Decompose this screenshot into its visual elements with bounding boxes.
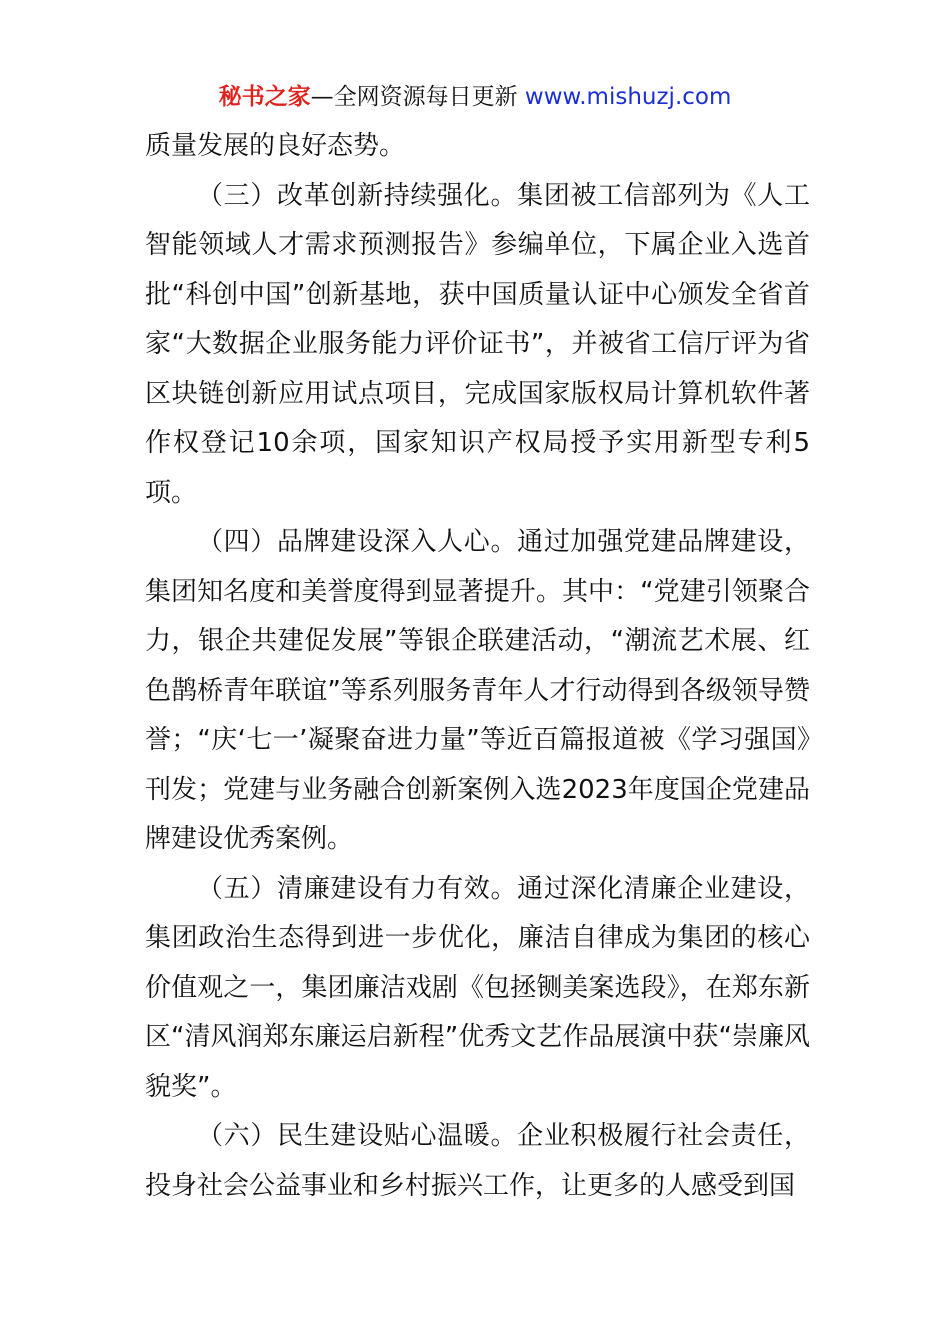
paragraph-brand-building: （四）品牌建设深入人心。通过加强党建品牌建设，集团知名度和美誉度得到显著提升。其中：“党建引领聚合力，银企共建促发展”等银企联建活动，“潮流艺术展、红色鹊桥青年联谊”等系列服务青年人才行动得到各级领导赞誉；“庆‘七一’凝聚奋进力量”等近百篇报道被《学习强国》刊发；党建与业务融合创新案例入选2023年度国企党建品牌建设优秀案例。 bbox=[145, 527, 810, 854]
header-slogan: —全网资源每日更新 bbox=[310, 84, 525, 110]
document-body bbox=[145, 122, 810, 1211]
paragraph-continued: 质量发展的良好态势。 bbox=[145, 131, 406, 161]
paragraph-livelihood-building: （六）民生建设贴心温暖。企业积极履行社会责任，投身社会公益事业和乡村振兴工作，让更多的人感受到国 bbox=[145, 1121, 810, 1201]
site-url-link[interactable]: www.mishuzj.com bbox=[524, 84, 732, 110]
brand-name: 秘书之家 bbox=[218, 84, 311, 110]
paragraph-integrity-building: （五）清廉建设有力有效。通过深化清廉企业建设，集团政治生态得到进一步优化，廉洁自律成为集团的核心价值观之一，集团廉洁戏剧《包拯铡美案选段》，在郑东新区“清风润郑东廉运启新程”优秀文艺作品展演中获“崇廉风貌奖”。 bbox=[145, 873, 810, 1102]
paragraph-reform-innovation: （三）改革创新持续强化。集团被工信部列为《人工智能领域人才需求预测报告》参编单位，下属企业入选首批“科创中国”创新基地，获中国质量认证中心颁发全省首家“大数据企业服务能力评价证书”，并被省工信厅评为省区块链创新应用试点项目，完成国家版权局计算机软件著作权登记10余项，国家知识产权局授予实用新型专利5项。 bbox=[145, 180, 810, 508]
site-header bbox=[0, 80, 950, 114]
